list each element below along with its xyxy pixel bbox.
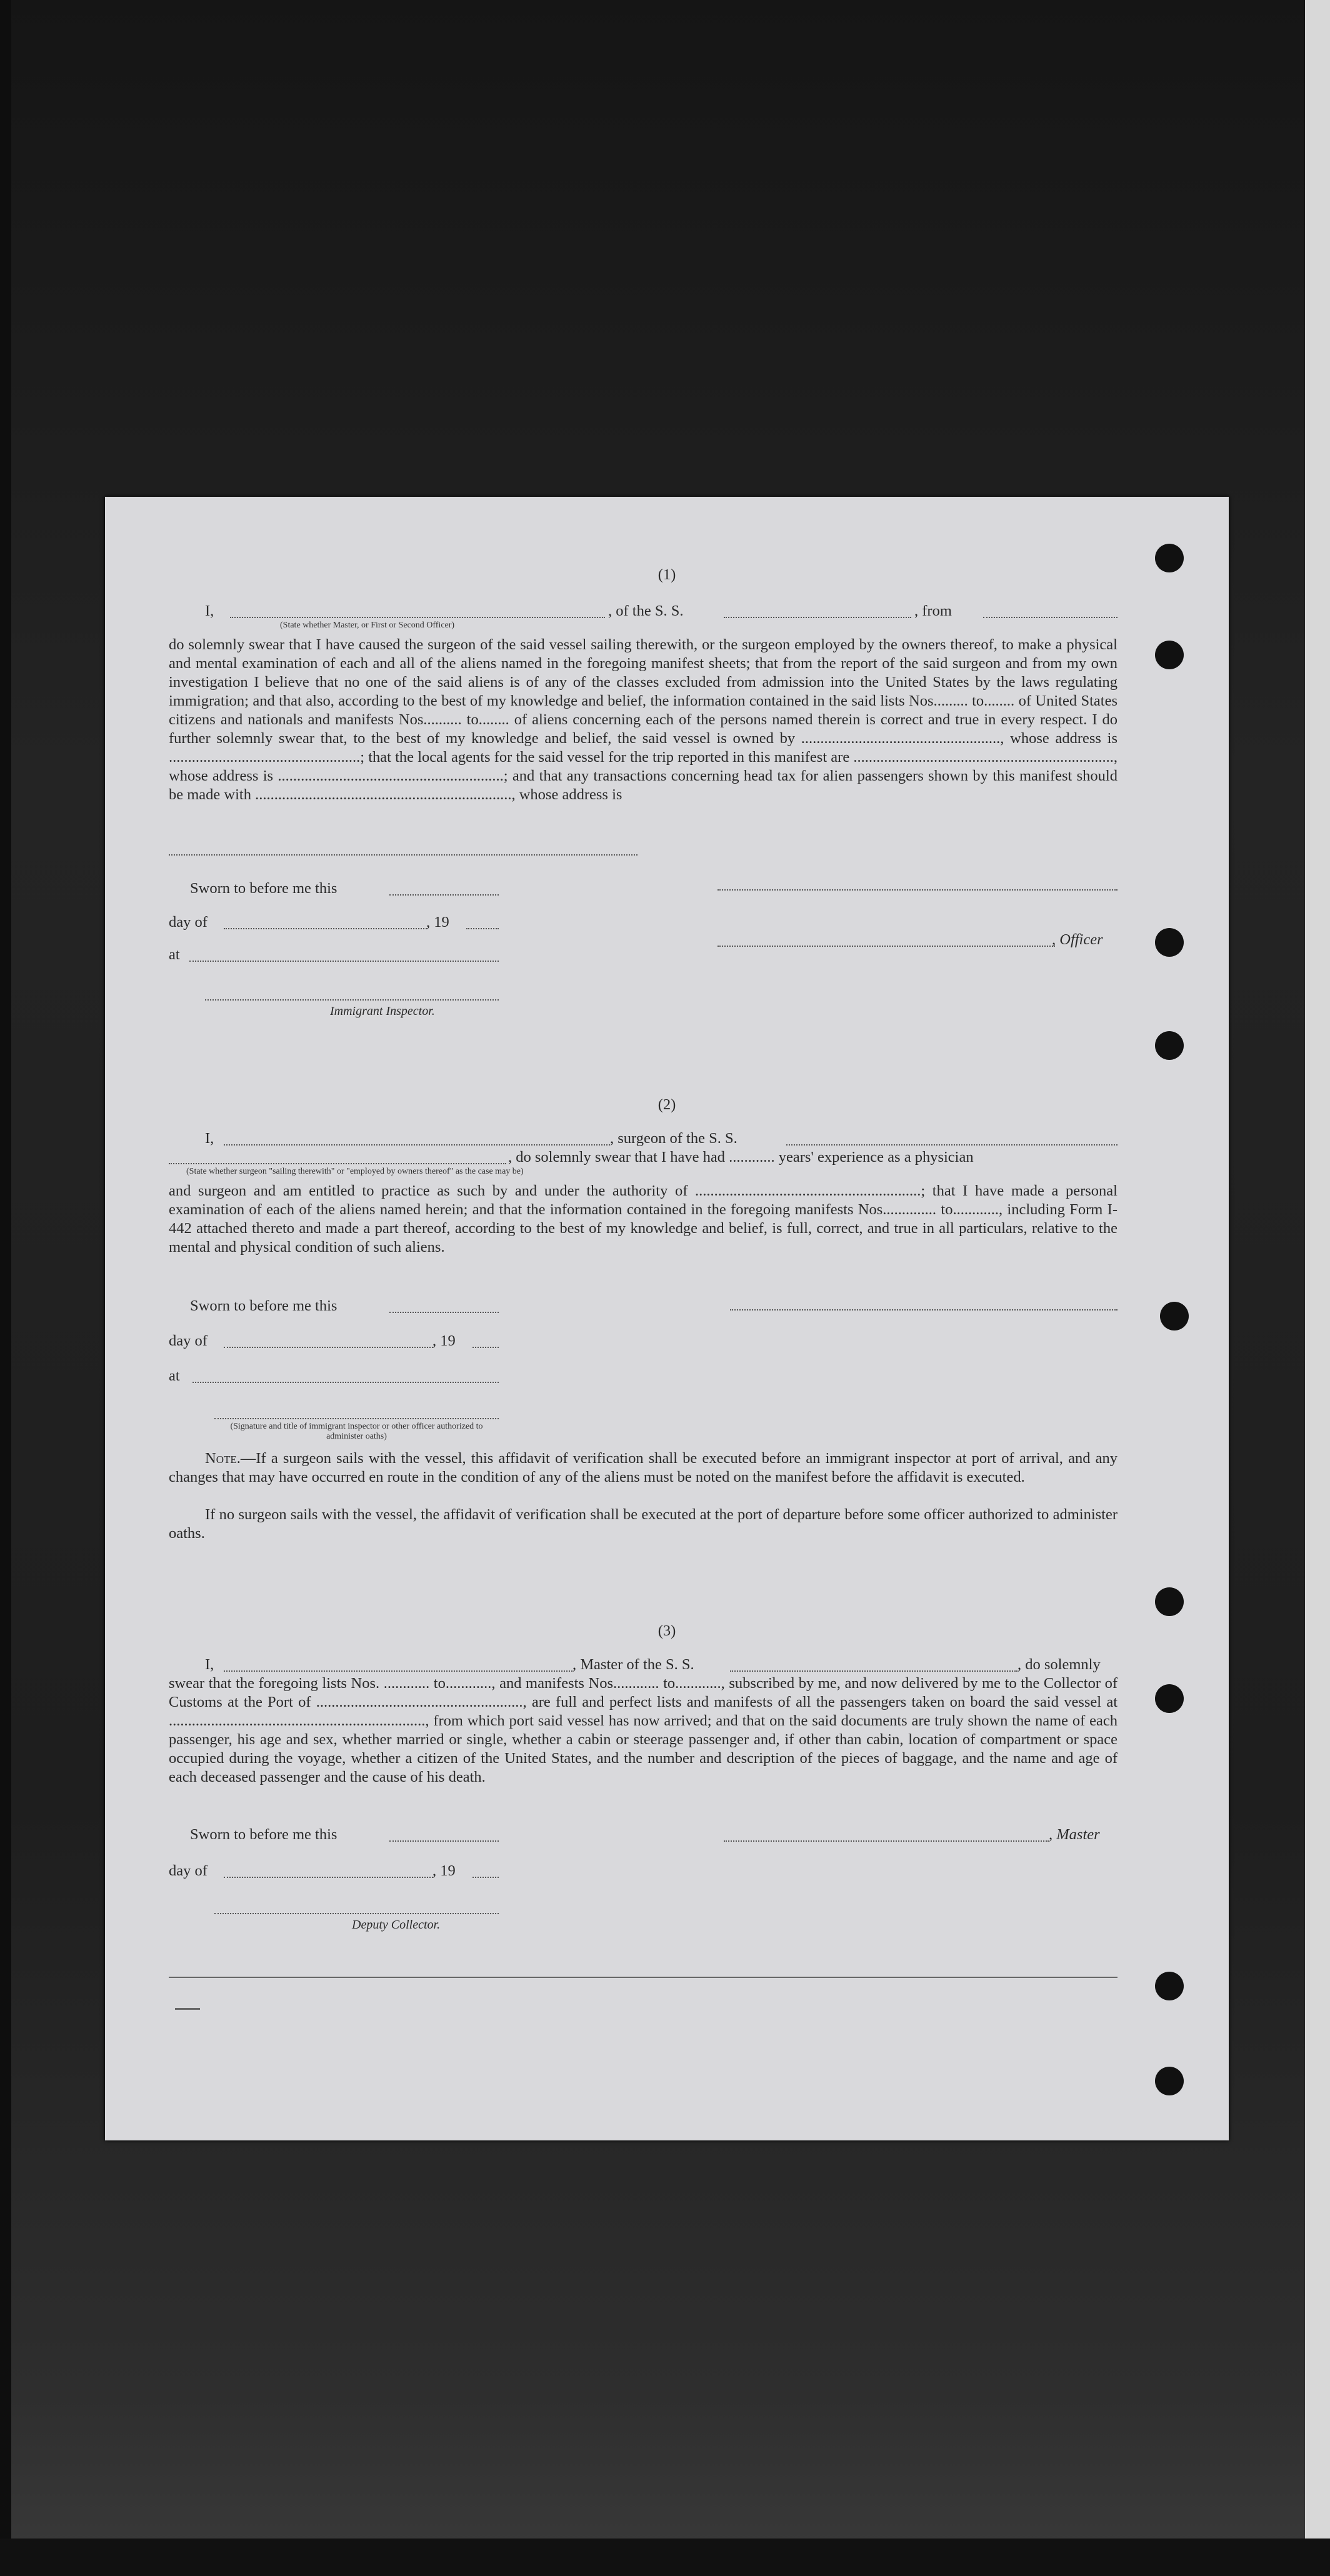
tick-mark	[175, 2008, 200, 2010]
punch-hole	[1155, 928, 1184, 957]
section-3-collector: Deputy Collector.	[352, 1918, 441, 1932]
section-1-sworn: Sworn to before me this	[190, 880, 338, 897]
section-3-body: swear that the foregoing lists Nos. ............ to............, and manifests Nos............ to............, subscribed by me, and now delivered by me to the Collector of Customs at the Port of ......................................................, are full and perfect lists and manifests of all the passengers taken on board the said vessel at ..................................................................., from which port said vessel has now arrived; and that on the said documents are truly shown the name of each passenger, his age and sex, whether married or single, whether a cabin or steerage passenger and, if other than cabin, location of compartment or space occupied during the voyage, whether a citizen of the United States, and the number and description of the pieces of baggage, and the name and age of each deceased passenger and the cause of his death.	[169, 1675, 1118, 1785]
punch-hole	[1155, 1684, 1184, 1713]
master-signature-line[interactable]	[724, 1840, 1049, 1842]
section-2-ship-label: , surgeon of the S. S.	[610, 1130, 738, 1147]
punch-hole	[1155, 1972, 1184, 2000]
day-line-3[interactable]	[224, 1877, 433, 1878]
day-line[interactable]	[224, 928, 427, 929]
surgeon-ship-line[interactable]	[786, 1144, 1118, 1146]
section-2-signature-note: (Signature and title of immigrant inspector or other officer authorized to administer oaths)	[230, 1422, 483, 1441]
section-1-body: do solemnly swear that I have caused the surgeon of the said vessel sailing therewith, or the surgeon employed by the owners thereof, to make a physical and mental examination of each and all of the aliens named in the foregoing manifest sheets; that from the report of the said surgeon and from my own investigation I believe that no one of the said aliens is of any of the classes excluded from admission into the United States by the laws regulating immigration; and that also, according to the best of my knowledge and belief, the information contained in the said lists Nos......... to........ of United States citizens and nationals and manifests Nos.......... to........ of aliens concerning each of the persons named therein is correct and true in every respect. I do further solemnly swear that, to the best of my knowledge and belief, the said vessel is owned by ...................................................., whose address is ..................................................; that the local agents for the said vessel for the trip reported in this manifest are ...................................................................., whose address is ...........................................................; and that any transactions concerning head tax for alien passengers shown by this manifest should be made with ..................................................................., whose address is	[169, 636, 1118, 803]
section-3-solemnly: , do solemnly	[1018, 1656, 1101, 1673]
section-3-heading: (3)	[658, 1622, 676, 1639]
master-ship-line[interactable]	[730, 1670, 1018, 1672]
inspector-signature-line-2[interactable]	[214, 1418, 499, 1419]
place-line[interactable]	[189, 961, 499, 962]
section-2-at: at	[169, 1367, 180, 1384]
section-1-inspector: Immigrant Inspector.	[330, 1004, 435, 1018]
section-2-body: and surgeon and am entitled to practice as such by and under the authority of ...........................................................; that I have made a personal examination of each of the aliens named herein; and that the information contained in the foregoing manifests Nos.............. to............, including Form I-442 attached thereto and made a part thereof, according to the best of my knowledge and belief, is full, correct, and true in all particulars, relative to the mental and physical condition of such aliens.	[169, 1182, 1118, 1256]
collector-signature-line[interactable]	[214, 1913, 499, 1914]
section-2-heading: (2)	[658, 1096, 676, 1113]
section-2-year: , 19	[432, 1332, 456, 1349]
inspector-signature-line[interactable]	[205, 999, 499, 1001]
port-from-line[interactable]	[983, 617, 1118, 618]
manifest-affidavit-page	[105, 497, 1229, 2140]
note-label: Note.	[205, 1450, 241, 1467]
section-2-note-2: If no surgeon sails with the vessel, the affidavit of verification shall be executed at the port of departure before some officer authorized to administer oaths.	[169, 1506, 1118, 1542]
section-1-officer: , Officer	[1052, 931, 1103, 948]
punch-hole	[1155, 641, 1184, 669]
place-line-2[interactable]	[192, 1382, 499, 1383]
officer-title-line[interactable]	[718, 946, 1055, 947]
day-line-2[interactable]	[224, 1347, 433, 1348]
film-edge-right	[1305, 0, 1330, 2576]
section-2-note	[169, 1449, 1118, 1487]
ship-name-line[interactable]	[724, 617, 911, 618]
head-tax-address-line[interactable]	[169, 854, 638, 856]
section-2-day-of: day of	[169, 1332, 208, 1349]
section-1-subnote: (State whether Master, or First or Second Officer)	[280, 621, 455, 630]
year-line-2[interactable]	[472, 1347, 499, 1348]
section-3-master: , Master	[1049, 1826, 1100, 1843]
year-line-3[interactable]	[472, 1877, 499, 1878]
section-2-line2: , do solemnly swear that I have had ............ years' experience as a physician	[508, 1149, 974, 1166]
section-1-year: , 19	[426, 914, 449, 931]
surgeon-signature-line[interactable]	[730, 1309, 1118, 1310]
note-text: —If a surgeon sails with the vessel, this affidavit of verification shall be executed before an immigrant inspector at port of arrival, and any changes that may have occurred en route in the condition of any of the aliens must be noted on the manifest before the affidavit is executed.	[169, 1450, 1118, 1485]
bottom-rule	[169, 1977, 1118, 1978]
punch-hole	[1155, 2067, 1184, 2095]
sworn-date-line-2[interactable]	[389, 1312, 499, 1313]
section-3-day-of: day of	[169, 1862, 208, 1879]
officer-name-line[interactable]	[230, 617, 605, 618]
section-1-from-label: , from	[914, 602, 952, 619]
punch-hole	[1155, 1587, 1184, 1616]
film-edge-left	[0, 0, 11, 2576]
sworn-date-line[interactable]	[389, 894, 499, 896]
section-1-at: at	[169, 946, 180, 963]
film-edge-bottom	[0, 2539, 1330, 2576]
master-name-line[interactable]	[224, 1670, 572, 1672]
year-line[interactable]	[466, 928, 499, 929]
punch-hole	[1155, 1031, 1184, 1060]
surgeon-status-line[interactable]	[169, 1163, 506, 1164]
punch-hole	[1160, 1302, 1189, 1330]
surgeon-name-line[interactable]	[224, 1144, 610, 1146]
section-2-subnote: (State whether surgeon "sailing therewith" or "employed by owners thereof" as the case may be)	[186, 1167, 524, 1176]
section-3-i: I,	[205, 1656, 214, 1673]
section-2-sworn: Sworn to before me this	[190, 1297, 338, 1314]
section-3-year: , 19	[432, 1862, 456, 1879]
section-1-heading: (1)	[658, 566, 676, 583]
section-1-ship-label: , of the S. S.	[608, 602, 684, 619]
officer-signature-line[interactable]	[718, 889, 1118, 891]
section-2-i: I,	[205, 1130, 214, 1147]
section-3-sworn: Sworn to before me this	[190, 1826, 338, 1843]
section-3-ship-label: , Master of the S. S.	[572, 1656, 694, 1673]
section-1-day-of: day of	[169, 914, 208, 931]
section-1-i: I,	[205, 602, 214, 619]
sworn-date-line-3[interactable]	[389, 1840, 499, 1842]
